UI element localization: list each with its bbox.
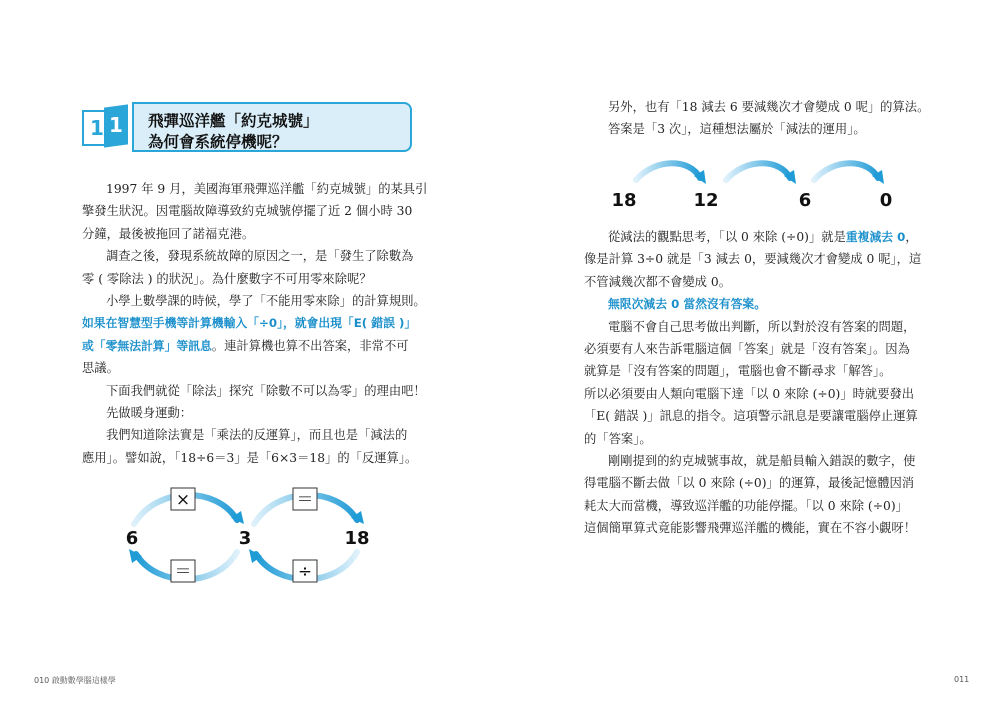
paragraph-line: 零 ( 零除法 ) 的狀況」。為什麼數字不可用零來除呢？ — [82, 271, 372, 286]
footer-right: 011 — [954, 675, 970, 684]
number-6: 6 — [125, 528, 139, 549]
paragraph-line: 下面我們就從「除法」探究「除數不可以為零」的理由吧！ — [106, 383, 426, 398]
right-body-text — [584, 226, 924, 540]
paragraph-line: 所以必須要由人類向電腦下達「以 0 來除 (÷0)」時就要發出 — [584, 386, 915, 401]
paragraph-text: 從減法的觀點思考，「以 0 來除 (÷0)」就是 — [608, 230, 846, 244]
paragraph-line: 調查之後，發現系統故障的原因之一，是「發生了除數為 — [106, 249, 414, 264]
paragraph-line: 「E( 錯誤 )」訊息的指令。這項警示訊息是要讓電腦停止運算 — [584, 409, 918, 424]
number-6: 6 — [798, 190, 812, 211]
paragraph-line: 先做暖身運動： — [106, 406, 193, 421]
inverse-operation-svg — [112, 482, 382, 592]
footer-left: 010 啟動數學腦這樣學 — [34, 676, 116, 685]
section-number-back-text: 1 — [90, 116, 104, 140]
paragraph-line: 答案是「3 次」，這種想法屬於「減法的運用」。 — [608, 122, 866, 137]
paragraph-line: 另外，也有「18 減去 6 要減幾次才會變成 0 呢」的算法。 — [608, 100, 930, 114]
left-body-text — [82, 178, 428, 469]
paragraph-line — [584, 293, 924, 315]
paragraph-line: 不管減幾次都不會變成 0。 — [584, 274, 731, 289]
paragraph-line: 1997 年 9 月，美國海軍飛彈巡洋艦「約克城號」的某具引 — [106, 182, 428, 196]
equals-symbol: ＝ — [174, 562, 192, 582]
right-page — [500, 0, 999, 709]
equals-symbol: ＝ — [296, 490, 314, 510]
paragraph-line: 必須要有人來告訴電腦這個「答案」就是「沒有答案」。因為 — [584, 342, 910, 357]
paragraph-line: 小學上數學課的時候，學了「不能用零來除」的計算規則。 — [106, 294, 426, 309]
section-number-front — [104, 104, 128, 147]
paragraph-line: 像是計算 3÷0 就是「3 減去 0，要減幾次才會變成 0 呢」，這 — [584, 252, 922, 267]
paragraph-line — [584, 226, 924, 248]
paragraph-line: 這個簡單算式竟能影響飛彈巡洋艦的機能，實在不容小覷呀！ — [584, 521, 917, 536]
section-title-line2: 為何會系統停機呢？ — [148, 133, 288, 151]
number-3: 3 — [238, 528, 252, 549]
paragraph-line: 剛剛提到的約克城號事故，就是船員輸入錯誤的數字，使 — [608, 454, 916, 469]
paragraph-line: 應用」。譬如說，「18÷6＝3」是「6×3＝18」的「反運算」。 — [82, 450, 418, 465]
paragraph-line: 擎發生狀況。因電腦故障導致約克城號停擺了近 2 個小時 30 — [82, 204, 413, 219]
section-number-front-text: 1 — [109, 113, 123, 137]
right-body-text-top — [584, 96, 930, 141]
paragraph-line: 的「答案」。 — [584, 431, 652, 446]
repeated-subtraction-diagram — [600, 158, 900, 218]
paragraph-text: 。連計算機也算不出答案，非常不可 — [211, 338, 409, 353]
arc-18-to-12 — [636, 163, 700, 180]
paragraph-line: 得電腦不斷去做「以 0 來除 (÷0)」的運算，最後記憶體因消 — [584, 476, 915, 491]
paragraph-line: 分鐘，最後被拖回了諾福克港。 — [82, 226, 255, 241]
section-title-line1: 飛彈巡洋艦「約克城號」 — [148, 112, 319, 130]
number-0: 0 — [879, 190, 893, 211]
highlight-text: 重複減去 0 — [845, 230, 906, 244]
arc-6-to-0 — [814, 163, 878, 180]
paragraph-line — [82, 312, 416, 334]
number-18: 18 — [344, 528, 370, 549]
inverse-operation-diagram — [112, 482, 382, 592]
highlight-text: 或「零無法計算」等訊息 — [82, 338, 212, 353]
paragraph-text: ， — [905, 230, 918, 244]
paragraph-line: 耗太大而當機，導致巡洋艦的功能停擺。「以 0 來除 (÷0)」 — [584, 498, 908, 513]
repeated-subtraction-svg — [600, 158, 900, 218]
divide-symbol: ÷ — [297, 562, 313, 582]
paragraph-line — [82, 335, 416, 357]
number-12: 12 — [693, 190, 719, 211]
times-symbol: × — [175, 490, 191, 510]
paragraph-line: 我們知道除法實是「乘法的反運算」，而且也是「減法的 — [106, 428, 408, 443]
highlight-text: 如果在智慧型手機等計算機輸入「÷0」，就會出現「E( 錯誤 )」 — [82, 316, 417, 331]
paragraph-line: 電腦不會自己思考做出判斷，所以對於沒有答案的問題， — [608, 319, 916, 334]
section-title-box — [132, 102, 412, 152]
paragraph-line: 就算是「沒有答案的問題」，電腦也會不斷尋求「解答」。 — [584, 364, 892, 379]
arc-12-to-6 — [726, 163, 790, 180]
paragraph-line: 思議。 — [82, 361, 119, 376]
highlight-text: 無限次減去 0 當然沒有答案。 — [608, 297, 766, 312]
number-18: 18 — [611, 190, 637, 211]
